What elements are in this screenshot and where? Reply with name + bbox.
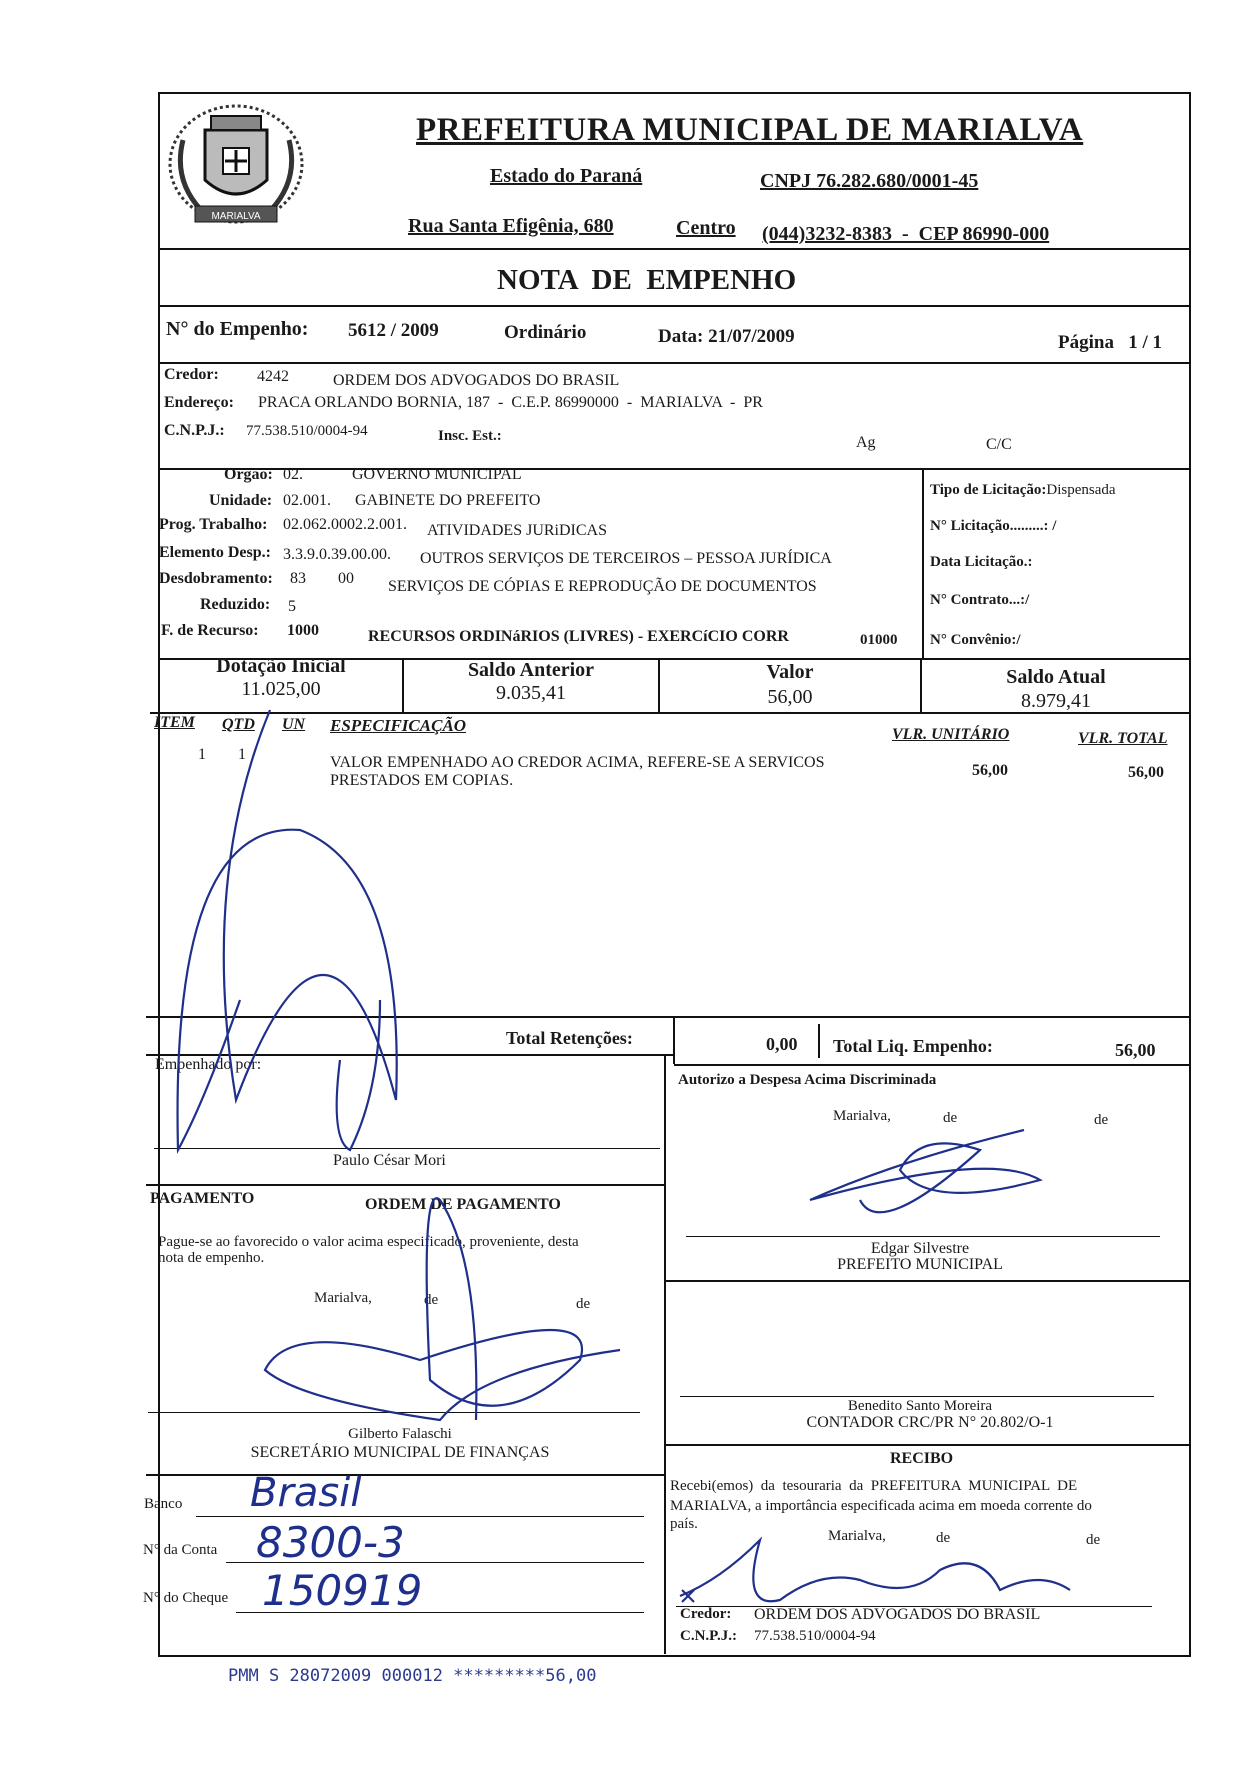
orgao-value: 02. <box>283 466 303 483</box>
recurso-value: 1000 <box>287 622 319 639</box>
secretario-signature <box>265 1198 620 1420</box>
valor-label: Valor <box>766 661 814 683</box>
header-phone-cep: (044)3232-8383 - CEP 86990-000 <box>762 223 1050 245</box>
autorizo-de1: de <box>943 1110 958 1126</box>
convenio-number: N° Convênio:/ <box>930 632 1021 648</box>
desdob-name: SERVIÇOS DE CÓPIAS E REPRODUÇÃO DE DOCUMENTOS <box>388 578 817 595</box>
empenhado-name: Paulo César Mori <box>333 1152 446 1169</box>
prefeito-signature <box>810 1130 1040 1212</box>
seal-label: MARIALVA <box>211 211 261 222</box>
empenhado-label: Empenhado por: <box>155 1056 262 1073</box>
espec-col-header: ESPECIFICAÇÃO <box>330 716 467 735</box>
unidade-name: GABINETE DO PREFEITO <box>355 492 541 509</box>
secretario-role: SECRETÁRIO MUNICIPAL DE FINANÇAS <box>250 1444 550 1461</box>
recibo-text-line1: Recebi(emos) da tesouraria da PREFEITURA MUNICIPAL DE <box>670 1478 1078 1494</box>
credor-code: 4242 <box>257 368 289 385</box>
unidade-value: 02.001. <box>283 492 331 509</box>
autorizo-label: Autorizo a Despesa Acima Discriminada <box>678 1072 937 1088</box>
prefeito-role: PREFEITO MUNICIPAL <box>837 1256 1003 1273</box>
banco-value: Brasil <box>250 1470 362 1516</box>
recibo-credor-name: ORDEM DOS ADVOGADOS DO BRASIL <box>754 1606 1041 1623</box>
anterior-value: 9.035,41 <box>496 682 566 704</box>
desdob-sub: 00 <box>338 570 354 587</box>
total-col-header: VLR. TOTAL <box>1078 730 1168 747</box>
anterior-label: Saldo Anterior <box>467 659 595 681</box>
header-district: Centro <box>676 217 736 239</box>
prog-label: Prog. Trabalho: <box>159 516 268 533</box>
pagamento-de2: de <box>576 1296 591 1312</box>
pagamento-text-line2: nota de empenho. <box>158 1250 265 1266</box>
item-col-header: ITEM <box>154 714 195 731</box>
recibo-label: RECIBO <box>890 1450 954 1467</box>
recibo-cnpj: 77.538.510/0004-94 <box>754 1628 876 1644</box>
retencoes-label: Total Retenções: <box>506 1028 633 1048</box>
header-address: Rua Santa Efigênia, 680 <box>408 215 614 237</box>
qtd-col-header: QTD <box>222 716 255 733</box>
credor-name: ORDEM DOS ADVOGADOS DO BRASIL <box>333 372 620 389</box>
dotacao-value: 11.025,00 <box>241 678 321 700</box>
cheque-label: N° do Cheque <box>143 1590 229 1606</box>
conta-value: 8300-3 <box>256 1518 405 1567</box>
un-col-header: UN <box>282 716 306 733</box>
empenho-date: Data: 21/07/2009 <box>658 326 795 347</box>
desdob-label: Desdobramento: <box>159 570 273 587</box>
credor-cnpj: 77.538.510/0004-94 <box>246 423 368 439</box>
liq-label: Total Liq. Empenho: <box>833 1036 993 1056</box>
row-qtd: 1 <box>238 746 246 763</box>
liq-value: 56,00 <box>1115 1040 1156 1060</box>
valor-value: 56,00 <box>767 686 813 708</box>
recibo-city: Marialva, <box>828 1528 886 1544</box>
contador-role: CONTADOR CRC/PR N° 20.802/O-1 <box>806 1414 1054 1431</box>
page-number: Página 1 / 1 <box>1058 332 1162 353</box>
reduzido-value: 5 <box>288 598 296 615</box>
conta-label: N° da Conta <box>143 1542 218 1558</box>
elemento-value: 3.3.9.0.39.00.00. <box>283 546 391 563</box>
contador-name: Benedito Santo Moreira <box>847 1398 993 1414</box>
row-item: 1 <box>198 746 206 763</box>
secretario-name: Gilberto Falaschi <box>348 1426 452 1442</box>
pagamento-de1: de <box>424 1292 439 1308</box>
licitacao-date: Data Licitação.: <box>930 554 1033 570</box>
orgao-label: Orgão: <box>224 466 273 483</box>
recibo-text-line3: país. <box>670 1516 698 1532</box>
empenho-number: 5612 / 2009 <box>348 320 439 341</box>
row-espec-line2: PRESTADOS EM COPIAS. <box>330 772 514 789</box>
credor-address: PRACA ORLANDO BORNIA, 187 - C.E.P. 86990000 - MARIALVA - PR <box>258 394 763 411</box>
autorizo-de2: de <box>1094 1112 1109 1128</box>
empenho-type: Ordinário <box>504 322 587 343</box>
elemento-name: OUTROS SERVIÇOS DE TERCEIROS – PESSOA JURÍDICA <box>420 550 832 567</box>
unidade-label: Unidade: <box>209 492 273 509</box>
insc-label: Insc. Est.: <box>438 428 502 444</box>
recibo-de1: de <box>936 1530 951 1546</box>
recurso-name: RECURSOS ORDINáRIOS (LIVRES) - EXERCíCIO CORR <box>368 628 789 645</box>
ag-label: Ag <box>856 434 876 451</box>
licitacao-tipo-value: Dispensada <box>1046 482 1116 498</box>
desdob-value: 83 <box>290 570 306 587</box>
empenho-label: N° do Empenho: <box>166 318 309 340</box>
recurso-label: F. de Recurso: <box>161 622 259 639</box>
prefeito-name: Edgar Silvestre <box>870 1240 970 1257</box>
pagamento-text-line1: Pague-se ao favorecido o valor acima especificado, proveniente, desta <box>158 1234 579 1250</box>
reduzido-label: Reduzido: <box>200 596 271 613</box>
unit-col-header: VLR. UNITÁRIO <box>892 726 1010 743</box>
cheque-value: 150919 <box>262 1566 423 1615</box>
row-total-value: 56,00 <box>1128 764 1164 781</box>
empenhado-signature <box>178 710 397 1150</box>
atual-value: 8.979,41 <box>1021 690 1091 712</box>
row-espec-line1: VALOR EMPENHADO AO CREDOR ACIMA, REFERE-SE A SERVICOS <box>330 754 825 771</box>
dotacao-label: Dotação Inicial <box>216 655 346 677</box>
licitacao-number: N° Licitação.........: / <box>930 518 1057 534</box>
recibo-text-line2: MARIALVA, a importância especificada acima em moeda corrente do <box>670 1498 1092 1514</box>
document-title: NOTA DE EMPENHO <box>497 264 797 296</box>
header-state: Estado do Paraná <box>490 165 643 187</box>
credor-signature <box>680 1540 1070 1601</box>
pagamento-label: PAGAMENTO <box>150 1190 255 1207</box>
recurso-code: 01000 <box>860 632 898 648</box>
ordem-pagamento-label: ORDEM DE PAGAMENTO <box>365 1196 561 1213</box>
address-label: Endereço: <box>164 394 234 411</box>
contrato-number: N° Contrato...:/ <box>930 592 1030 608</box>
header-cnpj: CNPJ 76.282.680/0001-45 <box>760 170 979 192</box>
header-title: PREFEITURA MUNICIPAL DE MARIALVA <box>416 112 1084 148</box>
cnpj-label: C.N.P.J.: <box>164 422 225 439</box>
credor-label: Credor: <box>164 366 219 383</box>
row-unit-value: 56,00 <box>972 762 1008 779</box>
autorizo-city: Marialva, <box>833 1108 891 1124</box>
recibo-cnpj-label: C.N.P.J.: <box>680 1628 737 1644</box>
retencoes-value: 0,00 <box>766 1034 798 1054</box>
pagamento-city: Marialva, <box>314 1290 372 1306</box>
recibo-credor-label: Credor: <box>680 1606 732 1622</box>
payment-stamp: PMM S 28072009 000012 *********56,00 <box>228 1666 597 1686</box>
cc-label: C/C <box>986 436 1012 453</box>
banco-label: Banco <box>144 1496 183 1512</box>
atual-label: Saldo Atual <box>1006 666 1106 688</box>
recibo-de2: de <box>1086 1532 1101 1548</box>
prog-value: 02.062.0002.2.001. <box>283 516 407 533</box>
orgao-name: GOVERNO MUNICIPAL <box>352 466 522 483</box>
prog-name: ATIVIDADES JURiDICAS <box>427 522 608 539</box>
elemento-label: Elemento Desp.: <box>159 544 271 561</box>
licitacao-tipo-text: Tipo de Licitação: <box>930 482 1047 498</box>
